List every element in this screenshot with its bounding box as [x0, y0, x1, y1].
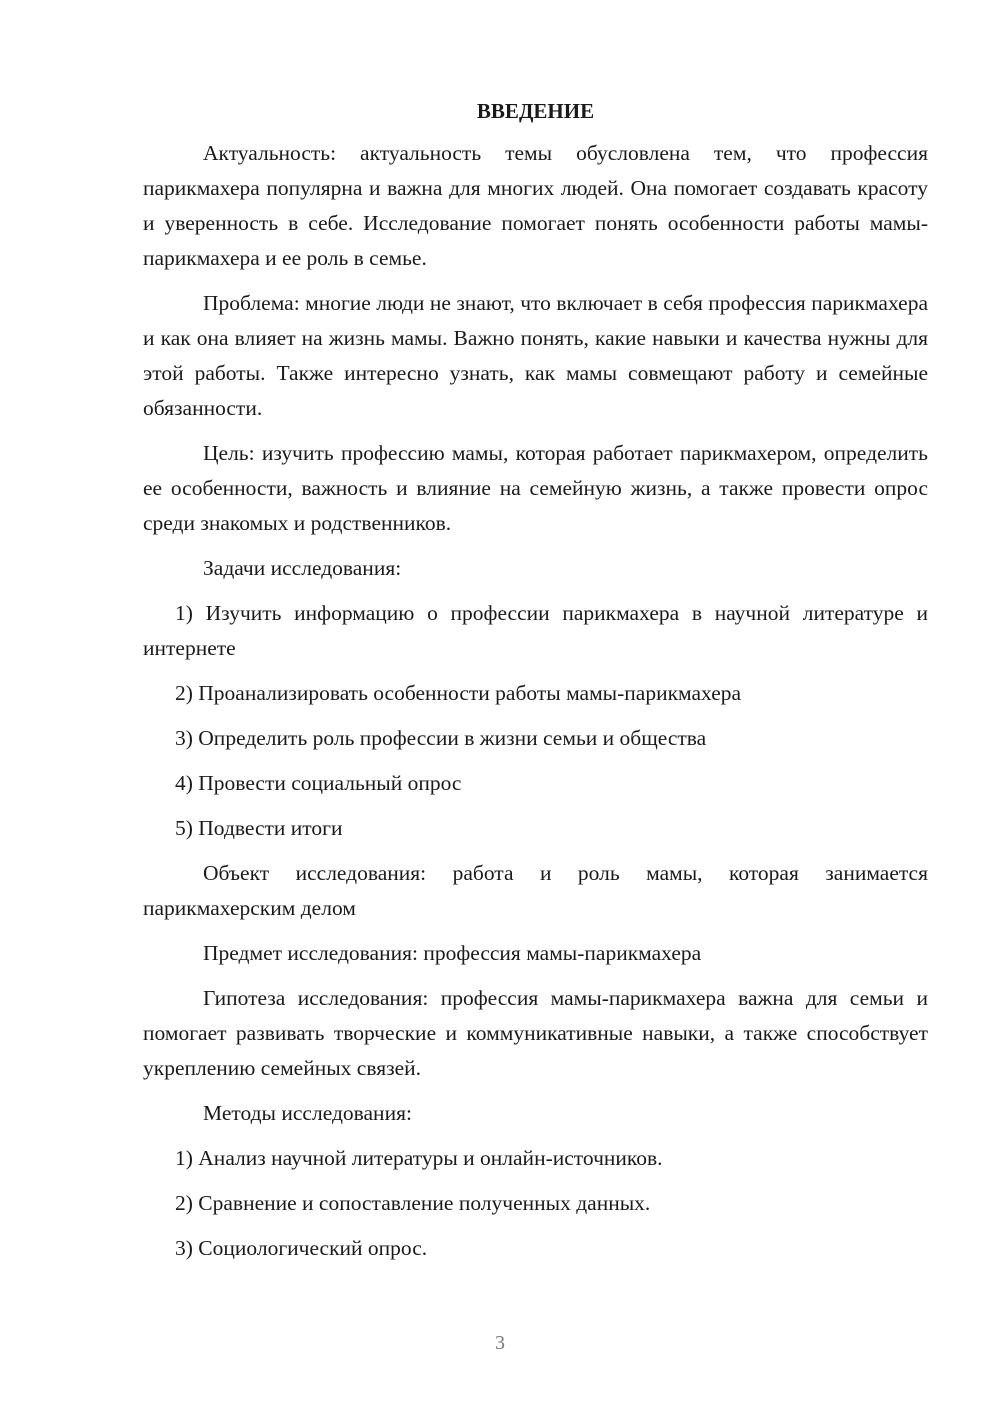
method-item-2: 2) Сравнение и сопоставление полученных данных.: [175, 1191, 651, 1215]
paragraph-hypothesis: Гипотеза исследования: профессия мамы-парикмахера важна для семьи и помогает развивать творческие и коммуникативные навыки, а также способствует укреплению семейных связей.: [143, 986, 928, 1080]
document-page: [143, 94, 928, 1266]
paragraph-methods-title: Методы исследования:: [203, 1101, 412, 1125]
task-item-4: 4) Провести социальный опрос: [175, 771, 462, 795]
task-item-1: 1) Изучить информацию о профессии парикмахера в научной литературе и интернете: [143, 601, 928, 660]
paragraph-object: Объект исследования: работа и роль мамы, которая занимается парикмахерским делом: [143, 861, 928, 920]
section-heading: ВВЕДЕНИЕ: [476, 99, 595, 123]
task-item-2: 2) Проанализировать особенности работы мамы-парикмахера: [175, 681, 742, 705]
task-item-5: 5) Подвести итоги: [175, 816, 343, 840]
task-item-3: 3) Определить роль профессии в жизни семьи и общества: [175, 726, 707, 750]
paragraph-relevance: Актуальность: актуальность темы обусловлена тем, что профессия парикмахера популярна и важна для многих людей. Она помогает создавать красоту и уверенность в себе. Исследование помогает понять особенности работы мамы-парикмахера и ее роль в семье.: [143, 141, 928, 270]
method-item-1: 1) Анализ научной литературы и онлайн-источников.: [175, 1146, 663, 1170]
method-item-3: 3) Социологический опрос.: [175, 1236, 428, 1260]
paragraph-subject: Предмет исследования: профессия мамы-парикмахера: [203, 941, 702, 965]
paragraph-problem: Проблема: многие люди не знают, что включает в себя профессия парикмахера и как она влияет на жизнь мамы. Важно понять, какие навыки и качества нужны для этой работы. Также интересно узнать, как мамы совмещают работу и семейные обязанности.: [143, 291, 928, 420]
paragraph-goal: Цель: изучить профессию мамы, которая работает парикмахером, определить ее особенности, важность и влияние на семейную жизнь, а также провести опрос среди знакомых и родственников.: [143, 441, 928, 535]
paragraph-tasks-title: Задачи исследования:: [203, 556, 402, 580]
page-number: 3: [495, 1332, 505, 1354]
